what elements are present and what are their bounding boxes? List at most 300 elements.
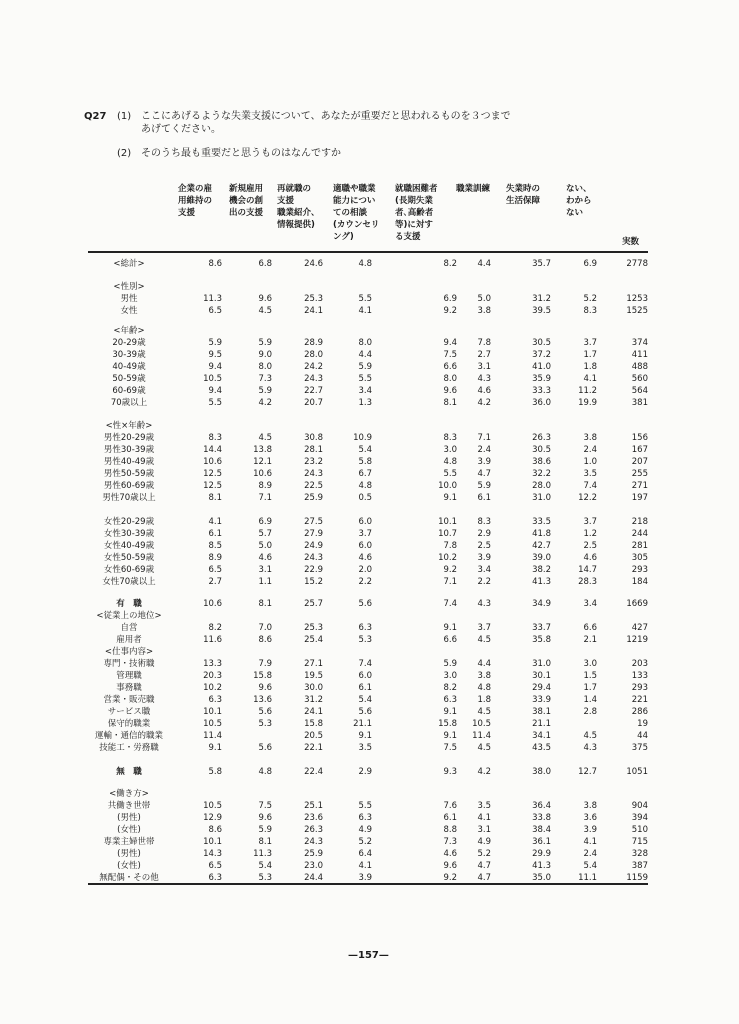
cell-value: 37.2: [532, 350, 551, 360]
cell-value: 21.1: [353, 719, 372, 729]
cell-count: 255: [631, 469, 648, 479]
cell-value: 9.1: [443, 623, 457, 633]
cell-count: 271: [631, 481, 648, 491]
table-row: [0, 694, 739, 706]
cell-value: 6.9: [583, 259, 597, 269]
cell-value: 4.8: [358, 259, 372, 269]
cell-value: 4.3: [583, 743, 597, 753]
cell-value: 8.6: [258, 635, 272, 645]
table-row: [0, 824, 739, 836]
cell-count: 218: [631, 517, 648, 527]
row-label: 男性: [120, 294, 138, 304]
row-label: <性×年齢>: [105, 421, 153, 431]
row-label: 男性50-59歳: [103, 469, 155, 479]
cell-value: 3.8: [583, 433, 597, 443]
cell-value: 6.3: [443, 695, 457, 705]
cell-value: 7.4: [583, 481, 597, 491]
cell-count: 394: [631, 813, 648, 823]
table-row: [0, 385, 739, 397]
cell-value: 9.6: [258, 294, 272, 304]
cell-value: 8.6: [208, 259, 222, 269]
cell-value: 29.9: [532, 849, 551, 859]
table-row: [0, 812, 739, 824]
cell-value: 2.8: [583, 707, 597, 717]
cell-value: 2.2: [358, 577, 372, 587]
cell-value: 3.8: [477, 671, 491, 681]
cell-value: 5.8: [208, 767, 222, 777]
table-row: [0, 516, 739, 528]
table-row: [0, 528, 739, 540]
cell-value: 33.5: [532, 517, 551, 527]
cell-value: 6.1: [358, 683, 372, 693]
cell-value: 5.9: [358, 362, 372, 372]
cell-value: 39.5: [532, 306, 551, 316]
question-part2-text: そのうち最も重要だと思うものはなんですか: [141, 148, 341, 159]
cell-value: 8.3: [443, 433, 457, 443]
row-label: 技能工・労務職: [99, 743, 159, 753]
row-label: 無配偶・その他: [99, 873, 159, 883]
cell-value: 5.5: [443, 469, 457, 479]
cell-count: 488: [631, 362, 648, 372]
cell-value: 24.9: [304, 541, 323, 551]
cell-value: 25.4: [304, 635, 323, 645]
cell-count: 305: [631, 553, 648, 563]
row-label: 有 職: [116, 599, 142, 609]
cell-value: 23.0: [304, 861, 323, 871]
cell-value: 6.0: [358, 541, 372, 551]
cell-value: 7.4: [358, 659, 372, 669]
cell-value: 38.0: [532, 767, 551, 777]
cell-value: 8.2: [443, 683, 457, 693]
table-row: [0, 670, 739, 682]
cell-value: 4.7: [477, 873, 491, 883]
cell-value: 7.9: [258, 659, 272, 669]
row-label: <性別>: [113, 282, 145, 292]
cell-value: 35.0: [532, 873, 551, 883]
cell-value: 6.0: [358, 671, 372, 681]
cell-value: 3.9: [477, 553, 491, 563]
cell-value: 2.0: [358, 565, 372, 575]
table-row: [0, 305, 739, 317]
cell-value: 4.2: [477, 767, 491, 777]
cell-value: 7.3: [258, 374, 272, 384]
row-label: 女性70歳以上: [102, 577, 156, 587]
cell-value: 4.4: [358, 350, 372, 360]
cell-value: 11.3: [253, 849, 272, 859]
cell-value: 25.3: [304, 623, 323, 633]
cell-value: 9.6: [258, 813, 272, 823]
cell-value: 5.2: [477, 849, 491, 859]
row-label: 女性30-39歳: [103, 529, 155, 539]
table-row: [0, 349, 739, 361]
cell-value: 5.3: [258, 873, 272, 883]
cell-value: 1.3: [358, 398, 372, 408]
cell-value: 3.8: [583, 801, 597, 811]
cell-value: 24.3: [304, 374, 323, 384]
cell-value: 7.5: [258, 801, 272, 811]
cell-value: 13.6: [253, 695, 272, 705]
cell-value: 5.3: [258, 719, 272, 729]
cell-value: 7.8: [477, 338, 491, 348]
table-row: [0, 860, 739, 872]
cell-value: 9.1: [443, 731, 457, 741]
cell-value: 28.0: [532, 481, 551, 491]
cell-value: 4.5: [477, 635, 491, 645]
cell-value: 4.6: [258, 553, 272, 563]
cell-value: 1.7: [583, 683, 597, 693]
cell-value: 7.8: [443, 541, 457, 551]
cell-value: 4.1: [583, 837, 597, 847]
cell-value: 24.6: [304, 259, 323, 269]
cell-value: 6.6: [443, 635, 457, 645]
count-column-header: 実数: [622, 237, 640, 247]
cell-value: 6.5: [208, 861, 222, 871]
cell-value: 3.7: [583, 338, 597, 348]
cell-value: 5.2: [358, 837, 372, 847]
cell-value: 10.7: [438, 529, 457, 539]
cell-value: 25.3: [304, 294, 323, 304]
cell-value: 5.7: [258, 529, 272, 539]
cell-value: 10.1: [438, 517, 457, 527]
cell-value: 10.2: [438, 553, 457, 563]
row-label: <総計>: [113, 259, 145, 269]
table-row: [0, 718, 739, 730]
table-row: [0, 766, 739, 778]
table-row: [0, 848, 739, 860]
cell-value: 7.1: [258, 493, 272, 503]
cell-value: 3.7: [477, 623, 491, 633]
table-row: [0, 598, 739, 610]
table-row: [0, 432, 739, 444]
cell-value: 4.3: [477, 599, 491, 609]
table-row: [0, 658, 739, 670]
cell-count: 1669: [626, 599, 648, 609]
cell-value: 10.1: [203, 707, 222, 717]
cell-value: 9.3: [443, 767, 457, 777]
cell-value: 8.2: [208, 623, 222, 633]
cell-value: 1.2: [583, 529, 597, 539]
cell-value: 15.8: [304, 719, 323, 729]
cell-value: 3.5: [583, 469, 597, 479]
cell-value: 9.0: [258, 350, 272, 360]
cell-count: 19: [637, 719, 648, 729]
cell-count: 2778: [626, 259, 648, 269]
table-row: [0, 258, 739, 270]
cell-value: 4.5: [583, 731, 597, 741]
column-header: 再就職の 支援 職業紹介、 情報提供): [277, 184, 320, 230]
cell-value: 6.1: [208, 529, 222, 539]
cell-value: 22.7: [304, 386, 323, 396]
cell-value: 5.9: [258, 386, 272, 396]
cell-value: 9.6: [443, 861, 457, 871]
cell-value: 5.0: [258, 541, 272, 551]
table-row: [0, 325, 739, 337]
cell-value: 0.5: [358, 493, 372, 503]
cell-value: 3.4: [477, 565, 491, 575]
table-row: [0, 337, 739, 349]
row-label: 50-59歳: [112, 374, 146, 384]
cell-value: 12.7: [578, 767, 597, 777]
table-bottom-rule: [88, 883, 648, 885]
cell-value: 8.9: [258, 481, 272, 491]
cell-value: 42.7: [532, 541, 551, 551]
cell-count: 44: [637, 731, 648, 741]
cell-value: 33.8: [532, 813, 551, 823]
cell-value: 5.0: [477, 294, 491, 304]
cell-count: 1159: [626, 873, 648, 883]
cell-value: 36.1: [532, 837, 551, 847]
cell-value: 24.1: [304, 707, 323, 717]
cell-value: 5.6: [258, 707, 272, 717]
cell-value: 10.1: [203, 837, 222, 847]
cell-count: 197: [631, 493, 648, 503]
cell-value: 31.2: [304, 695, 323, 705]
cell-value: 2.9: [477, 529, 491, 539]
cell-value: 29.4: [532, 683, 551, 693]
table-row: [0, 634, 739, 646]
row-label: 営業・販売職: [103, 695, 155, 705]
cell-count: 715: [631, 837, 648, 847]
cell-value: 43.5: [532, 743, 551, 753]
cell-value: 10.6: [203, 599, 222, 609]
cell-value: 28.9: [304, 338, 323, 348]
table-row: [0, 706, 739, 718]
row-label: 男性60-69歳: [103, 481, 155, 491]
cell-value: 14.3: [203, 849, 222, 859]
row-label: <年齢>: [113, 326, 145, 336]
cell-value: 2.1: [583, 635, 597, 645]
cell-value: 24.3: [304, 553, 323, 563]
cell-count: 374: [631, 338, 648, 348]
cell-value: 8.0: [358, 338, 372, 348]
cell-value: 1.5: [583, 671, 597, 681]
row-label: 男性20-29歳: [103, 433, 155, 443]
cell-value: 39.0: [532, 553, 551, 563]
column-header: 企業の雇 用維持の 支援: [178, 184, 213, 218]
cell-value: 4.8: [258, 767, 272, 777]
cell-value: 5.9: [258, 338, 272, 348]
cell-count: 293: [631, 565, 648, 575]
table-row: [0, 468, 739, 480]
cell-value: 1.1: [258, 577, 272, 587]
cell-value: 28.1: [304, 445, 323, 455]
cell-value: 4.7: [477, 861, 491, 871]
cell-value: 4.6: [358, 553, 372, 563]
table-row: [0, 564, 739, 576]
cell-count: 560: [631, 374, 648, 384]
row-label: サービス職: [107, 707, 151, 717]
cell-value: 26.3: [532, 433, 551, 443]
cell-value: 36.0: [532, 398, 551, 408]
cell-value: 38.6: [532, 457, 551, 467]
cell-value: 2.9: [358, 767, 372, 777]
row-label: 管理職: [116, 671, 142, 681]
cell-value: 4.5: [477, 743, 491, 753]
cell-value: 8.0: [443, 374, 457, 384]
cell-value: 11.2: [578, 386, 597, 396]
cell-value: 4.1: [358, 306, 372, 316]
cell-value: 9.5: [208, 350, 222, 360]
cell-count: 156: [631, 433, 648, 443]
cell-value: 9.4: [208, 386, 222, 396]
cell-value: 31.0: [532, 493, 551, 503]
cell-value: 4.1: [583, 374, 597, 384]
row-label: 女性: [120, 306, 138, 316]
row-label: 専門・技術職: [103, 659, 155, 669]
cell-value: 4.9: [477, 837, 491, 847]
cell-value: 8.1: [208, 493, 222, 503]
row-label: 無 職: [116, 767, 142, 777]
cell-value: 6.1: [477, 493, 491, 503]
column-header: 失業時の 生活保障: [506, 184, 541, 206]
cell-value: 1.7: [583, 350, 597, 360]
column-header: 新規雇用 機会の創 出の支援: [229, 184, 264, 218]
cell-value: 38.1: [532, 707, 551, 717]
cell-count: 1051: [626, 767, 648, 777]
table-row: [0, 622, 739, 634]
cell-value: 33.3: [532, 386, 551, 396]
cell-value: 5.2: [583, 294, 597, 304]
row-label: 女性60-69歳: [103, 565, 155, 575]
column-header: 職業訓練: [456, 184, 491, 194]
cell-value: 7.0: [258, 623, 272, 633]
row-label: 70歳以上: [110, 398, 148, 408]
cell-value: 27.1: [304, 659, 323, 669]
cell-value: 7.5: [443, 350, 457, 360]
cell-value: 5.3: [358, 635, 372, 645]
cell-value: 41.0: [532, 362, 551, 372]
cell-value: 2.4: [583, 445, 597, 455]
row-label: (男性): [117, 849, 141, 859]
cell-value: 25.9: [304, 849, 323, 859]
cell-value: 9.1: [443, 707, 457, 717]
cell-value: 11.3: [203, 294, 222, 304]
table-row: [0, 682, 739, 694]
cell-value: 13.3: [203, 659, 222, 669]
cell-value: 6.4: [358, 849, 372, 859]
row-label: (女性): [117, 861, 141, 871]
cell-count: 207: [631, 457, 648, 467]
cell-value: 3.8: [477, 306, 491, 316]
row-label: 自営: [120, 623, 138, 633]
question-part1-text-cont: あげてください。: [141, 124, 221, 135]
cell-value: 33.9: [532, 695, 551, 705]
row-label: 40-49歳: [112, 362, 146, 372]
cell-value: 7.5: [443, 743, 457, 753]
cell-value: 15.2: [304, 577, 323, 587]
question-number: Q27: [84, 111, 107, 122]
cell-value: 14.4: [203, 445, 222, 455]
cell-value: 1.8: [477, 695, 491, 705]
cell-value: 28.0: [304, 350, 323, 360]
cell-value: 15.8: [438, 719, 457, 729]
cell-value: 3.6: [583, 813, 597, 823]
cell-value: 2.5: [583, 541, 597, 551]
cell-value: 33.7: [532, 623, 551, 633]
cell-value: 5.4: [583, 861, 597, 871]
cell-value: 30.0: [304, 683, 323, 693]
cell-value: 4.1: [477, 813, 491, 823]
table-row: [0, 646, 739, 658]
cell-value: 8.3: [208, 433, 222, 443]
cell-value: 4.1: [208, 517, 222, 527]
table-row: [0, 492, 739, 504]
cell-value: 11.6: [203, 635, 222, 645]
cell-count: 510: [631, 825, 648, 835]
cell-value: 12.1: [253, 457, 272, 467]
cell-value: 2.2: [477, 577, 491, 587]
cell-value: 31.0: [532, 659, 551, 669]
cell-value: 24.4: [304, 873, 323, 883]
cell-value: 21.1: [532, 719, 551, 729]
cell-count: 244: [631, 529, 648, 539]
table-row: [0, 836, 739, 848]
cell-value: 22.9: [304, 565, 323, 575]
cell-value: 23.2: [304, 457, 323, 467]
cell-value: 6.7: [358, 469, 372, 479]
cell-value: 5.4: [258, 861, 272, 871]
cell-value: 13.8: [253, 445, 272, 455]
cell-value: 19.9: [578, 398, 597, 408]
cell-value: 25.7: [304, 599, 323, 609]
cell-value: 6.3: [358, 623, 372, 633]
cell-value: 30.1: [532, 671, 551, 681]
cell-value: 7.3: [443, 837, 457, 847]
table-row: [0, 480, 739, 492]
cell-value: 7.6: [443, 801, 457, 811]
cell-value: 7.4: [443, 599, 457, 609]
row-label: 保守的職業: [107, 719, 151, 729]
table-row: [0, 610, 739, 622]
row-label: <従業上の地位>: [96, 611, 162, 621]
row-label: (女性): [117, 825, 141, 835]
cell-value: 2.4: [477, 445, 491, 455]
cell-value: 4.6: [583, 553, 597, 563]
cell-count: 1253: [626, 294, 648, 304]
cell-value: 9.2: [443, 306, 457, 316]
cell-value: 9.4: [208, 362, 222, 372]
row-label: 男性30-39歳: [103, 445, 155, 455]
cell-value: 4.3: [477, 374, 491, 384]
cell-value: 5.5: [358, 801, 372, 811]
cell-value: 20.3: [203, 671, 222, 681]
cell-value: 6.0: [358, 517, 372, 527]
cell-count: 184: [631, 577, 648, 587]
cell-value: 9.1: [208, 743, 222, 753]
cell-value: 26.3: [304, 825, 323, 835]
cell-value: 2.7: [477, 350, 491, 360]
cell-value: 3.4: [583, 599, 597, 609]
cell-value: 4.1: [358, 861, 372, 871]
cell-value: 5.9: [443, 659, 457, 669]
row-label: 30-39歳: [112, 350, 146, 360]
cell-value: 8.3: [477, 517, 491, 527]
cell-value: 6.3: [208, 695, 222, 705]
table-row: [0, 540, 739, 552]
cell-value: 22.4: [304, 767, 323, 777]
cell-value: 1.8: [583, 362, 597, 372]
page-number: —157—: [348, 950, 389, 961]
cell-value: 4.8: [358, 481, 372, 491]
cell-value: 38.2: [532, 565, 551, 575]
row-label: <仕事内容>: [104, 647, 154, 657]
row-label: 男性40-49歳: [103, 457, 155, 467]
cell-value: 10.5: [203, 374, 222, 384]
table-row: [0, 730, 739, 742]
cell-count: 293: [631, 683, 648, 693]
cell-value: 4.2: [258, 398, 272, 408]
table-row: [0, 281, 739, 293]
